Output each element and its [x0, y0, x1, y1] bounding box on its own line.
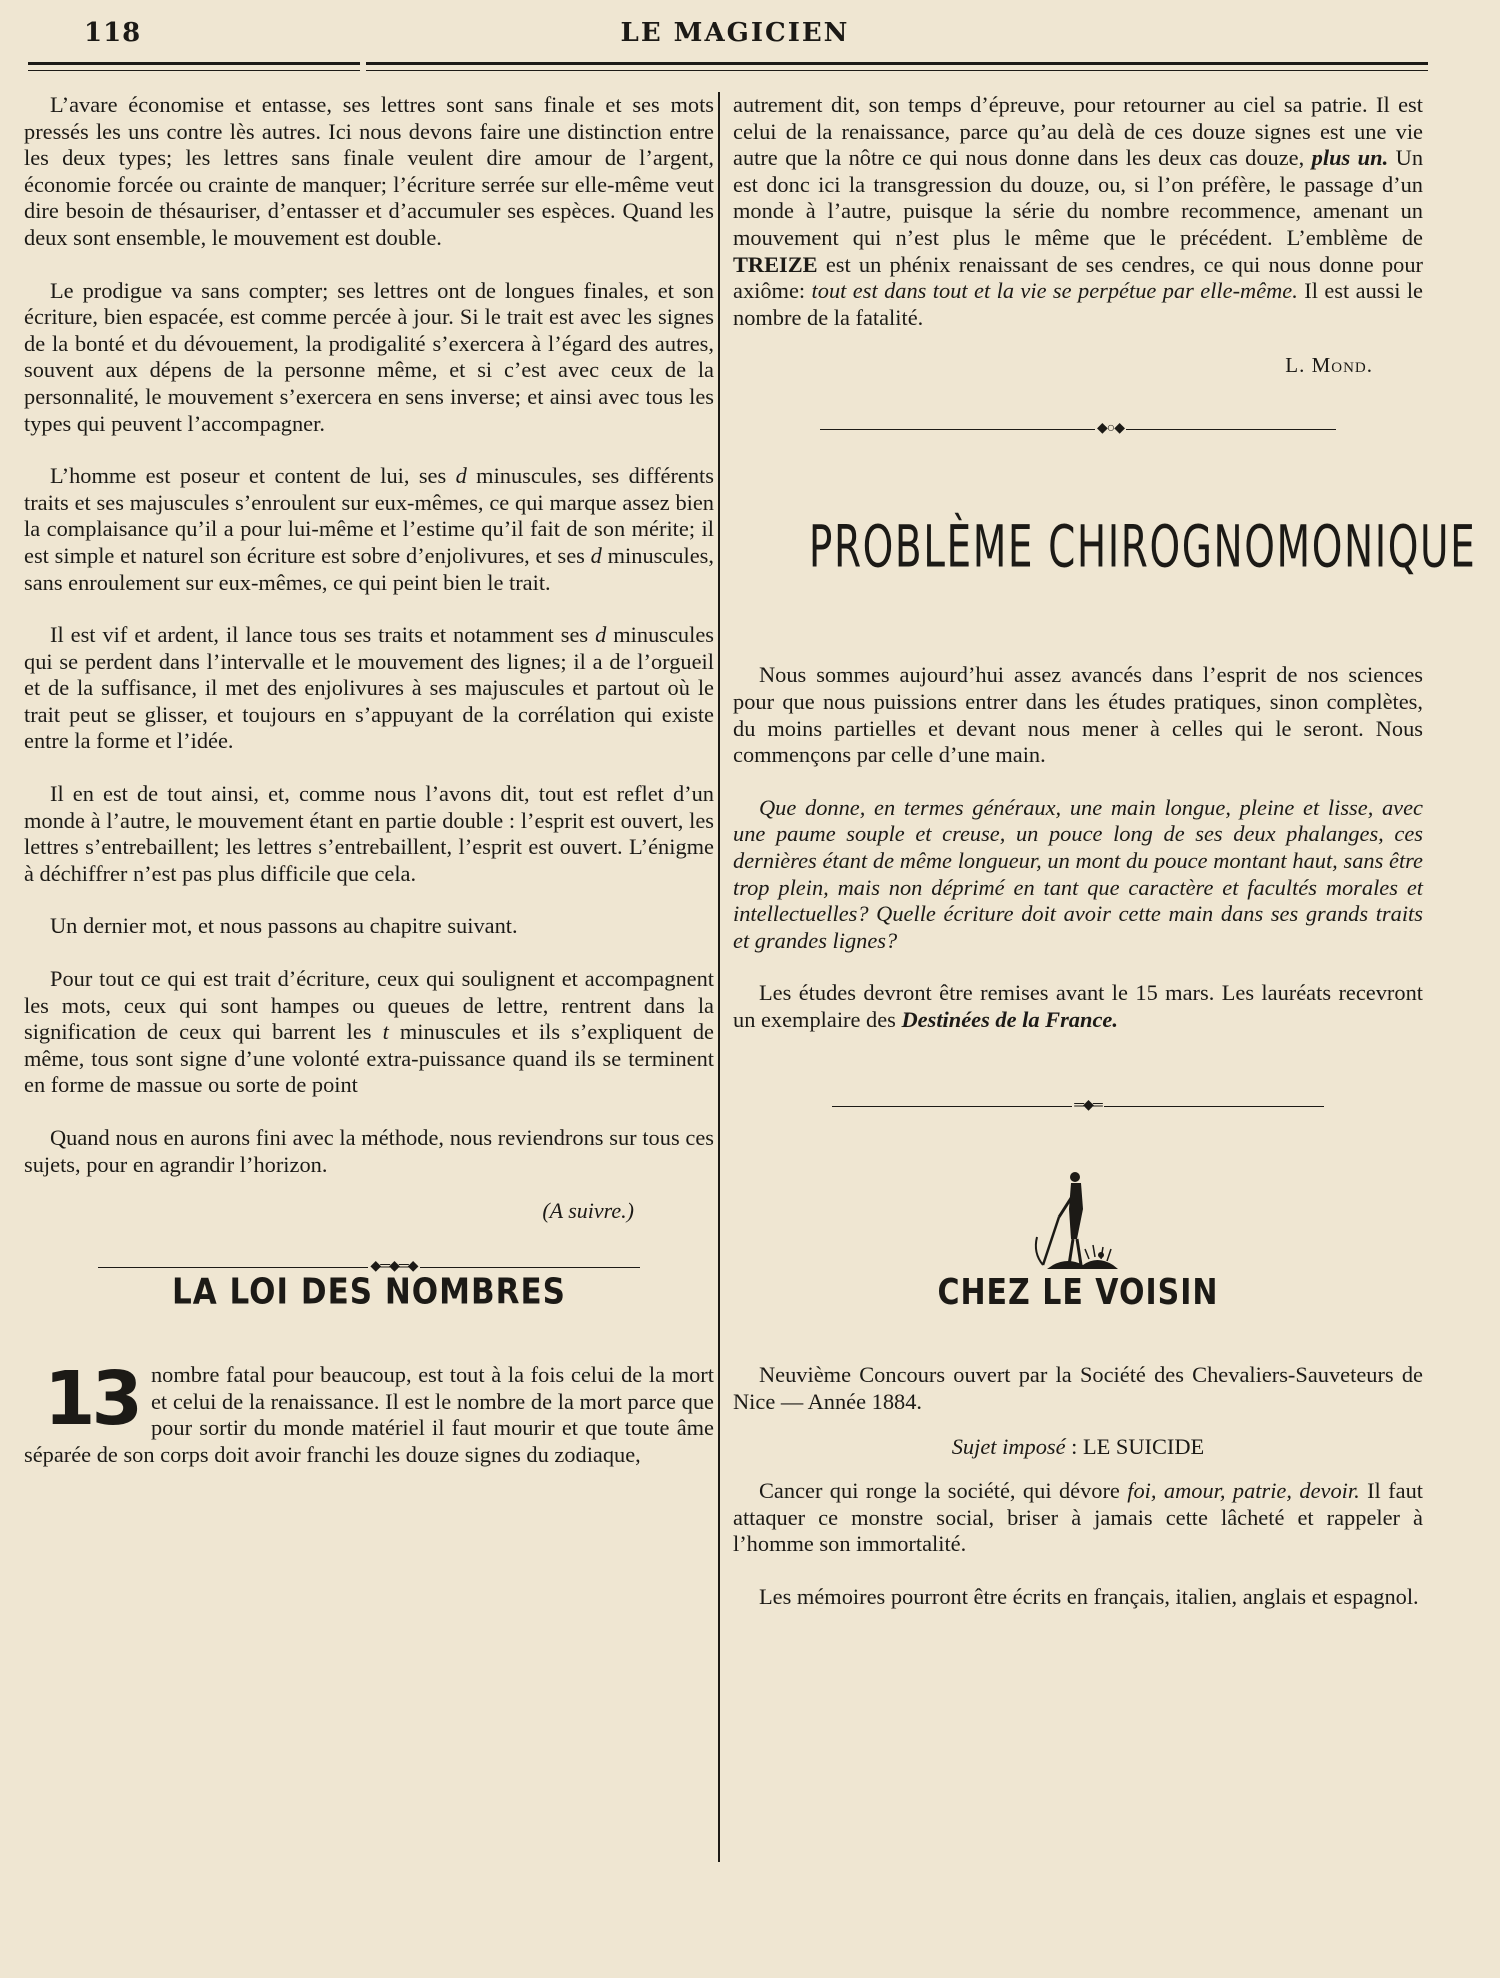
paragraph-vif: [24, 622, 714, 755]
paragraph-treize: [24, 1356, 714, 1468]
header-rule-left: [28, 62, 360, 71]
rule-line: [832, 1106, 1072, 1107]
text-run: Il est aussi le nombre de la fatalité.: [733, 278, 1423, 330]
paragraph-dernier-mot: Un dernier mot, et nous passons au chapitre suivant.: [50, 913, 518, 939]
section-title-chez-le-voisin: CHEZ LE VOISIN: [937, 1271, 1219, 1314]
section-title-loi-des-nombres: LA LOI DES NOMBRES: [171, 1271, 567, 1313]
header-rule-right: [366, 62, 1428, 71]
ornament-flourish-icon: ◆═◆═◆: [370, 1259, 418, 1275]
ornament-flourish-icon: ═◆═: [1074, 1098, 1102, 1114]
italic-letter: d: [455, 463, 467, 489]
column-divider: [718, 92, 720, 1862]
text-run: Un est donc ici la transgression du douze, ou, si l’on préfère, le passage d’un monde à l’autre, puisque la série du nombre recommence, amenant un mouvement qui n’est plus le même que le précédent. L’emblème de: [733, 145, 1424, 250]
text-run: autrement dit, son temps d’épreuve, pour retourner au ciel sa patrie. Il est celui de la renaissance, parce qu’au delà de ces douze signes est une vie autre que la nôtre ce qui nous donne dans les deux cas douze,: [733, 92, 1423, 171]
subject-line: [733, 1434, 1423, 1461]
rule-line: [1126, 429, 1336, 430]
section-divider-ornament: [733, 422, 1423, 436]
figure-with-scythe-icon: [1023, 1165, 1133, 1275]
rule-line: [98, 1267, 368, 1268]
emphasis: foi, amour, patrie, devoir.: [1127, 1478, 1360, 1504]
axiom: tout est dans tout et la vie se perpétue par elle-même.: [811, 278, 1298, 304]
paragraph-cancer: [733, 1478, 1423, 1558]
rule-line: [820, 429, 1095, 430]
text-run: minuscules et ils s’expliquent de même, tous sont signe d’une volonté extra-puissance quand ils se terminent en forme de massue ou sorte de point: [24, 1019, 714, 1098]
right-column: [733, 92, 1477, 1611]
paragraph-concours: Neuvième Concours ouvert par la Société des Chevaliers-Sauveteurs de Nice — Année 1884.: [733, 1362, 1423, 1415]
paragraph-question: Que donne, en termes généraux, une main longue, pleine et lisse, avec une paume souple et creuse, un pouce long de ses deux phalanges, ces dernières étant de même longueur, un mont du pouce montant haut, sans être trop plein, mais non déprimé en tant que caractère et facultés morales et intellectuelles? Quelle écriture doit avoir cette main dans ses grands traits et grandes lignes?: [733, 794, 1423, 953]
emphasis: TREIZE: [733, 251, 818, 277]
text-run: Pour tout ce qui est trait d’écriture, ceux qui soulignent et accompagnent les mots, ceux qui sont hampes ou queues de lettre, rentrent dans la signification de ceux qui barrent les: [24, 966, 714, 1045]
subject-label: Sujet imposé: [951, 1433, 1066, 1459]
paragraph-etudes: [733, 980, 1423, 1033]
rule-line: [420, 1267, 640, 1268]
paragraph-methode: Quand nous en aurons fini avec la méthode, nous reviendrons sur tous ces sujets, pour en agrandir l’horizon.: [24, 1125, 714, 1177]
text-run: Cancer qui ronge la société, qui dévore: [759, 1478, 1128, 1504]
paragraph-sciences: Nous sommes aujourd’hui assez avancés dans l’esprit de nos sciences pour que nous puissions entrer dans les études pratiques, sinon complètes, du moins partielles et devant nous mener à celles qui le seront. Nous commençons par celle d’une main.: [733, 662, 1423, 768]
text-run: L’homme est poseur et content de lui, ses: [50, 463, 456, 489]
running-title: LE MAGICIEN: [620, 18, 850, 48]
paragraph-traits: [24, 966, 714, 1099]
text-run: Les études devront être remises avant le 15 mars. Les lauréats recevront un exemplaire des: [733, 980, 1423, 1032]
text-run: minuscules qui se perdent dans l’intervalle et le mouvement des lignes; il a de l’orgueil et de la suffisance, il met des enjolivures à ses majuscules et partout où le trait peut se glisser, et toujours en s’appuyant de la corrélation qui existe entre la forme et l’idée.: [24, 622, 714, 754]
rule-line: [1104, 1106, 1324, 1107]
text-run: est un phénix renaissant de ses cendres, ce qui nous donne pour axiôme:: [733, 251, 1423, 304]
paragraph-poseur: [24, 463, 714, 596]
text-run: minuscules, ses différents traits et ses majuscules s’enroulent sur eux-mêmes, ce qui marque assez bien la complaisance qu’il a pour lui-même et l’estime qu’il fait de son mérite; il est simple et naturel son écriture est sobre d’enjolivures, et ses: [24, 463, 714, 568]
text-run: Il faut attaquer ce monstre social, briser à jamais cette lâcheté et rappeler à l’homme son immortalité.: [733, 1478, 1423, 1557]
text-run: minuscules, sans enroulement sur eux-mêmes, ce qui peint bien le trait.: [24, 542, 714, 595]
italic-letter: d: [595, 622, 607, 648]
vignette-figure: [733, 1165, 1423, 1275]
paragraph-reflet: Il en est de tout ainsi, et, comme nous l’avons dit, tout est reflet d’un monde à l’autre, le mouvement étant en partie double : l’esprit est ouvert, les lettres s’entrebaillent; les lettres s’entrebaillent, l’esprit est ouvert. L’énigme à déchiffrer n’est pas plus difficile que cela.: [24, 781, 714, 886]
text-run: :: [1065, 1433, 1083, 1459]
drop-cap: 13: [44, 1356, 139, 1443]
italic-letter: t: [382, 1019, 389, 1045]
author-signature: L. Mond.: [1285, 353, 1373, 378]
book-title: Destinées de la France.: [901, 1006, 1118, 1032]
italic-letter: d: [590, 542, 602, 568]
left-column: [24, 92, 714, 1469]
section-title-probleme: PROBLÈME CHIROGNOMONIQUE: [808, 513, 1477, 581]
paragraph-memoires: Les mémoires pourront être écrits en français, italien, anglais et espagnol.: [759, 1584, 1419, 1610]
subject-value: LE SUICIDE: [1082, 1433, 1205, 1459]
text-run: nombre fatal pour beaucoup, est tout à la fois celui de la mort et celui de la renaissance. Il est le nombre de la mort parce que pour sortir du monde matériel il faut mourir et que toute âme séparée de son corps doit avoir franchi les douze signes du zodiaque,: [24, 1362, 714, 1467]
to-follow-note: (A suivre.): [542, 1198, 634, 1224]
page-number: 118: [84, 18, 142, 48]
paragraph-prodigue: Le prodigue va sans compter; ses lettres ont de longues finales, et son écriture, bien espacée, est comme percée à jour. Si le trait est avec les signes de la bonté et du dévouement, la prodigalité s’exercera à l’égard des autres, souvent aux dépens de la personne même, et si c’est avec ceux de la personnalité, le mouvement s’exercera en sens inverse; et ainsi avec tous les types qui peuvent l’accompagner.: [24, 277, 714, 436]
emphasis: plus un.: [1311, 145, 1389, 171]
paragraph-renaissance: [733, 92, 1423, 331]
ornament-flourish-icon: ◆○◆: [1097, 421, 1124, 437]
section-divider-ornament: [733, 1099, 1423, 1113]
text-run: Il est vif et ardent, il lance tous ses traits et notamment ses: [50, 622, 596, 648]
paragraph-avare: L’avare économise et entasse, ses lettres sont sans finale et ses mots pressés les uns contre lès autres. Ici nous devons faire une distinction entre les deux types; les lettres sans finale veulent dire amour de l’argent, économie forcée ou crainte de manquer; l’écriture serrée sur elle-même veut dire besoin de thésauriser, d’entasser et d’accumuler ses espèces. Quand les deux sont ensemble, le mouvement est double.: [24, 92, 714, 250]
